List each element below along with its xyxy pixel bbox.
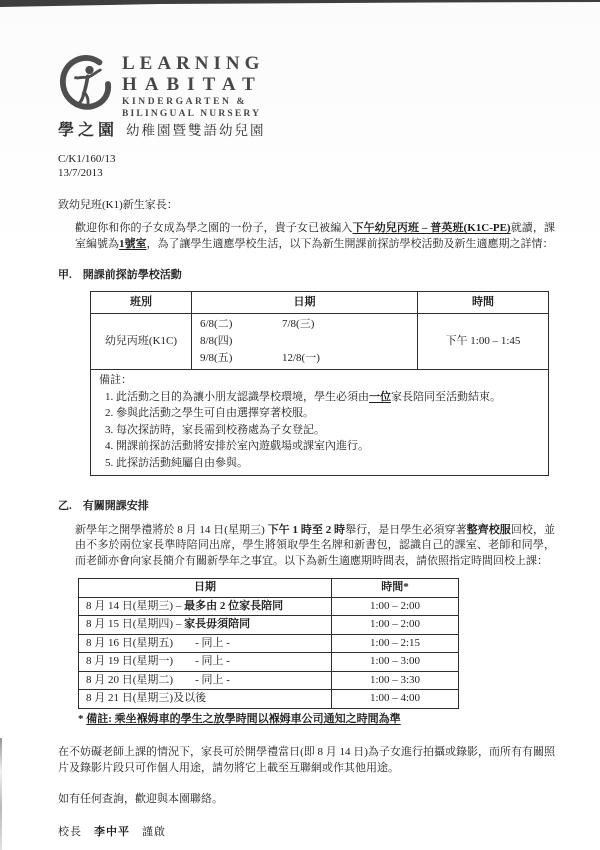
text-segment: 下午幼兒丙班 – 普英班(K1C-PE) bbox=[352, 222, 511, 234]
column-header-class: 班別 bbox=[91, 291, 192, 314]
logo-chinese-subtitle: 幼稚園暨雙語幼兒園 bbox=[126, 123, 266, 138]
text-segment: 新學年之開學禮將於 8 月 14 日(星期三) bbox=[75, 523, 268, 536]
note-item bbox=[116, 438, 540, 455]
logo-line-nursery: BILINGUAL NURSERY bbox=[122, 109, 262, 119]
salutation: 致幼兒班(K1)新生家長： bbox=[58, 198, 178, 211]
visit-activity-table bbox=[90, 291, 549, 477]
text-segment: 1號室 bbox=[119, 237, 147, 250]
visit-date: 12/8(一) bbox=[282, 352, 320, 364]
schedule-footnote bbox=[78, 712, 555, 728]
notes-title: 備註： bbox=[99, 374, 132, 386]
schedule-time-cell: 1:00 – 2:00 bbox=[332, 616, 459, 635]
schedule-date-cell bbox=[79, 690, 332, 709]
notes-cell bbox=[91, 370, 549, 476]
enquiry-line: 如有任何查詢，歡迎與本園聯絡。 bbox=[58, 793, 223, 805]
text-segment: 歡迎你和你的子女成為學之園的一份子，貴子女已被編入 bbox=[75, 222, 353, 234]
notes-list bbox=[99, 389, 540, 472]
text-segment: 參與此活動之學生可自由選擇穿著校服。 bbox=[116, 407, 314, 419]
visit-dates-line1 bbox=[200, 316, 417, 350]
schedule-time-cell: 1:00 – 2:00 bbox=[332, 597, 459, 616]
text-segment: 8 月 20 日(星期二) - 同上 - bbox=[86, 673, 230, 686]
column-header-date: 日期 bbox=[192, 291, 418, 314]
class-name-cell: 幼兒丙班(K1C) bbox=[91, 314, 192, 370]
text-segment: * bbox=[78, 712, 87, 725]
text-segment: 此探訪活動純屬自由參與。 bbox=[116, 456, 248, 469]
schedule-rows bbox=[79, 597, 459, 708]
text-segment: 下午 1 時至 2 時 bbox=[267, 523, 346, 536]
schedule-date-cell bbox=[79, 671, 332, 690]
text-segment: 此活動之目的為讓小朋友認識學校環境，學生必須由 bbox=[116, 390, 369, 403]
school-logo bbox=[58, 0, 555, 139]
scanner-edge-artifact-left bbox=[0, 738, 2, 850]
text-segment: 家長毋須陪同 bbox=[184, 618, 251, 630]
table-header-row bbox=[91, 291, 549, 314]
learning-habitat-figure-icon bbox=[58, 54, 112, 120]
visit-dates-line2 bbox=[200, 350, 417, 367]
schedule-date-cell bbox=[79, 597, 332, 616]
column-header-time: 時間* bbox=[332, 579, 459, 598]
note-item bbox=[116, 405, 540, 422]
section-b-heading: 乙. 有關開課安排 bbox=[58, 500, 149, 512]
text-segment: 最多由 2 位家長陪同 bbox=[184, 599, 284, 612]
reference-number: C/K1/160/13 bbox=[58, 152, 116, 165]
schedule-row bbox=[79, 653, 459, 672]
text-segment: 開課前探訪活動將安排於室內遊戲場或課室內進行。 bbox=[116, 440, 369, 452]
note-item bbox=[116, 422, 540, 439]
text-segment: 家長陪同至活動結束。 bbox=[391, 390, 501, 403]
text-segment: 舉行，是日學生必須穿著 bbox=[345, 523, 467, 536]
text-segment: 謹啟 bbox=[130, 825, 166, 838]
schedule-date-cell bbox=[79, 634, 332, 653]
note-item bbox=[116, 455, 540, 472]
schedule-time-cell: 1:00 – 2:15 bbox=[332, 634, 459, 653]
column-header-time: 時間 bbox=[418, 291, 549, 314]
schedule-time-cell: 1:00 – 4:00 bbox=[332, 690, 459, 709]
schedule-time-cell: 1:00 – 3:30 bbox=[332, 671, 459, 690]
adaptation-schedule-table bbox=[78, 578, 459, 709]
table-header-row bbox=[79, 579, 459, 598]
schedule-row bbox=[79, 634, 459, 653]
column-header-date: 日期 bbox=[79, 579, 332, 598]
text-segment: 李中平 bbox=[94, 825, 130, 838]
text-segment: 8 月 14 日(星期三) – bbox=[86, 599, 185, 612]
reference-block bbox=[58, 152, 555, 181]
opening-ceremony-paragraph bbox=[75, 523, 555, 570]
schedule-row bbox=[79, 616, 459, 635]
section-a-heading: 甲. 開課前探訪學校活動 bbox=[58, 269, 182, 281]
text-segment: 整齊校服 bbox=[466, 523, 511, 536]
schedule-time-cell: 1:00 – 3:00 bbox=[332, 653, 459, 672]
logo-chinese-name bbox=[58, 123, 555, 139]
text-segment: 8 月 21 日(星期三)及以後 bbox=[86, 692, 207, 704]
logo-wordmark bbox=[122, 53, 264, 120]
letter-date: 13/7/2013 bbox=[58, 167, 103, 179]
text-segment: 8 月 15 日(星期四) – bbox=[86, 618, 185, 630]
intro-paragraph bbox=[75, 221, 555, 252]
photography-paragraph: 在不妨礙老師上課的情況下，家長可於開學禮當日(即 8 月 14 日)為子女進行拍攝或錄影，而所有有關照片及錄影片段只可作個人用途，請勿將它上載至互聯網或作其他用途。 bbox=[58, 746, 555, 774]
text-segment: 備註: 乘坐褓姆車的學生之放學時間以褓姆車公司通知之時間為準 bbox=[86, 712, 401, 725]
visit-date: 8/8(四) bbox=[200, 335, 233, 347]
text-segment: ，為了讓學生適應學校生活，以下為新生開課前探訪學校活動及新生適應期之詳情： bbox=[146, 237, 554, 250]
logo-chinese-title: 學之園 bbox=[58, 122, 119, 139]
schedule-date-cell bbox=[79, 653, 332, 672]
note-item bbox=[116, 389, 540, 406]
schedule-row bbox=[79, 690, 459, 709]
text-segment: 就讀，課室編號為 bbox=[75, 222, 556, 250]
visit-date: 9/8(五) bbox=[200, 352, 233, 364]
signature-line bbox=[58, 825, 555, 841]
schedule-date-cell bbox=[79, 616, 332, 635]
visit-date: 6/8(二) bbox=[200, 318, 233, 330]
text-segment: 回校，並由不多於兩位家長準時陪同出席，學生將領取學生名牌和新書包，認識自己的課室、老師和同學，而老師亦會向家長簡介有關新學年之事宜。以下為新生適應期時間表，請依照指定時間回校上課： bbox=[75, 523, 556, 567]
table-notes-row bbox=[91, 370, 549, 476]
visit-date: 7/8(三) bbox=[282, 318, 315, 330]
text-segment: 8 月 19 日(星期一) - 同上 - bbox=[86, 655, 230, 667]
schedule-row bbox=[79, 671, 459, 690]
table-row bbox=[91, 314, 549, 370]
text-segment: 8 月 16 日(星期五) - 同上 - bbox=[86, 636, 230, 649]
text-segment: 每次探訪時，家長需到校務處為子女登記。 bbox=[116, 423, 325, 436]
schedule-row bbox=[79, 597, 459, 616]
logo-line-learning: LEARNING bbox=[122, 53, 265, 74]
text-segment: 校長 bbox=[58, 825, 94, 838]
logo-line-habitat: HABITAT bbox=[122, 74, 263, 95]
visit-time-cell: 下午 1:00 – 1:45 bbox=[418, 314, 549, 370]
visit-dates-cell bbox=[192, 314, 418, 370]
logo-line-kindergarten: KINDERGARTEN & bbox=[122, 97, 248, 107]
text-segment: 一位 bbox=[369, 390, 391, 403]
